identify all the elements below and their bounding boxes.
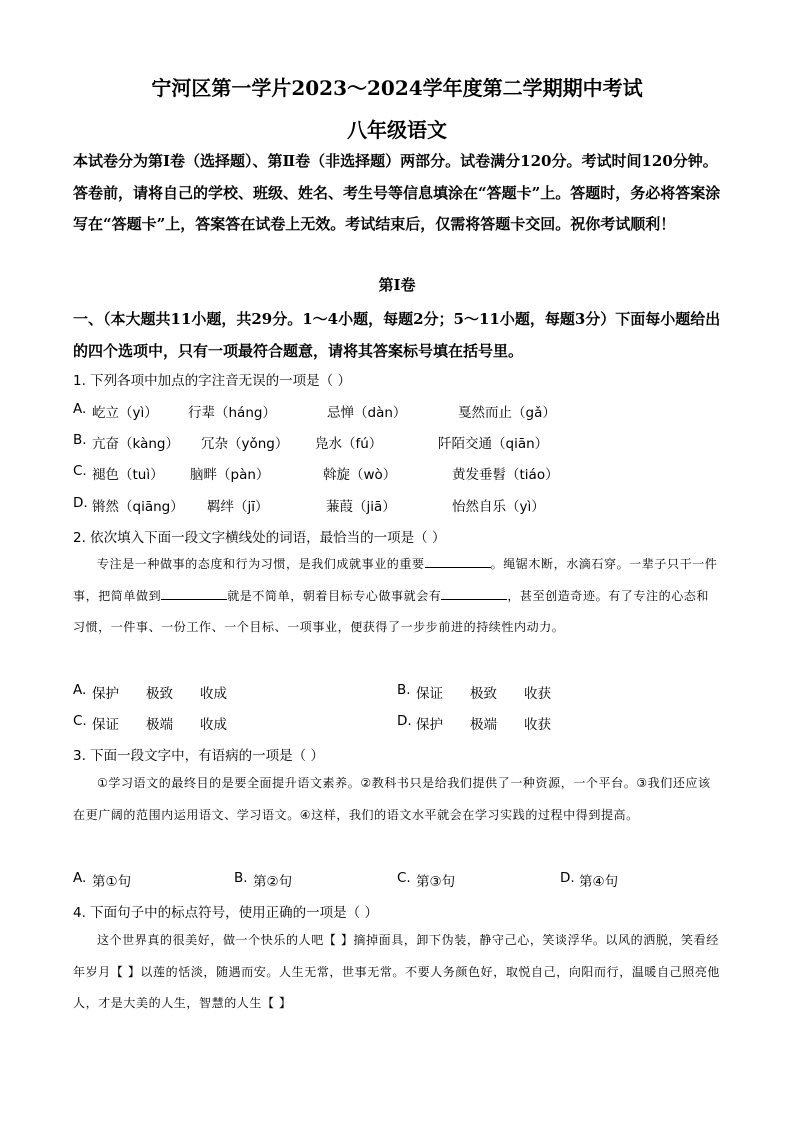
question-1-stem: 1. 下列各项中加点的字注音无误的一项是（ ）	[73, 373, 351, 389]
option-item: 羁绊（jī）	[207, 499, 269, 515]
option-letter: A.	[73, 870, 87, 886]
option-text: 保护 极致 收成	[92, 686, 227, 702]
option-item: 屹立（yì）	[92, 405, 158, 421]
question-3-stem: 3. 下面一段文字中，有语病的一项是（ ）	[73, 748, 324, 764]
option-letter: A.	[73, 401, 87, 417]
option-text: 保证 极致 收获	[416, 686, 551, 702]
fill-blank-2[interactable]	[161, 587, 227, 600]
option-item: 褪色（tuì）	[92, 467, 164, 483]
option-item: 行辈（háng）	[188, 405, 276, 421]
passage-text: ，甚至创造奇迹。有了专注的心态和习惯，一件事、一份工作、一个目标、一项事业，便获得了一步步前进的持续性内动力。	[73, 588, 710, 634]
exam-instructions: 本试卷分为第Ⅰ卷（选择题）、第Ⅱ卷（非选择题）两部分。试卷满分120分。考试时间120分钟。答卷前，请将自己的学校、班级、姓名、考生号等信息填涂在“答题卡”上。答题时，务必将答案涂写在“答题卡”上，答案答在试卷上无效。考试结束后，仅需将答题卡交回。祝你考试顺利！	[73, 152, 721, 233]
option-item: 黄发垂髫（tiáo）	[452, 467, 559, 483]
option-item: 怡然自乐（yì）	[452, 499, 545, 515]
option-item: 锵然（qiāng）	[92, 499, 184, 515]
option-item: 凫水（fú）	[315, 436, 383, 452]
question-2-stem: 2. 依次填入下面一段文字横线处的词语，最恰当的一项是（ ）	[73, 530, 446, 546]
option-letter: C.	[397, 870, 411, 886]
option-letter: A.	[73, 682, 87, 698]
section-heading: 一、（本大题共11小题，共29分。1～4小题，每题2分；5～11小题，每题3分）下面每小题给出的四个选项中，只有一项最符合题意，请将其答案标号填在括号里。	[73, 310, 721, 360]
option-item: 斡旋（wò）	[323, 467, 397, 483]
question-4-stem: 4. 下面句子中的标点符号，使用正确的一项是（ ）	[73, 905, 378, 921]
passage-text: 。绳锯木断，水滴石穿。一辈子只干一件事，把简单做到	[73, 557, 718, 603]
option-item: 冗杂（yǒng）	[201, 436, 289, 452]
option-item: 亢奋（kàng）	[92, 436, 179, 452]
question-4-passage: 这个世界真的很美好，做一个快乐的人吧【 】摘掉面具，卸下伪装，静守己心，笑谈浮华。以风的洒脱，笑看经年岁月【 】以莲的恬淡，随遇而安。人生无常，世事无常。不要人务颜色好，取悦自己，向阳而行，温暖自己照亮他人，才是大美的人生，智慧的人生【 】	[73, 933, 721, 1010]
option-item: 脑畔（pàn）	[190, 467, 270, 483]
option-text: 保护 极端 收获	[416, 717, 551, 733]
option-letter: B.	[234, 870, 248, 886]
option-item: 戛然而止（gǎ）	[458, 405, 556, 421]
option-letter: B.	[73, 432, 87, 448]
option-item: 蒹葭（jiā）	[326, 499, 396, 515]
option-text: 第①句	[92, 874, 132, 890]
question-3-passage: ①学习语文的最终目的是要全面提升语文素养。②教科书只是给我们提供了一种资源，一个平台。③我们还应该在更广阔的范围内运用语文、学习语文。④这样，我们的语文水平就会在学习实践的过程中得到提高。	[73, 776, 711, 822]
fill-blank-1[interactable]	[425, 555, 491, 568]
option-letter: D.	[560, 870, 575, 886]
option-text: 第②句	[253, 874, 293, 890]
option-letter: D.	[397, 713, 412, 729]
fill-blank-3[interactable]	[441, 587, 507, 600]
option-letter: C.	[73, 713, 87, 729]
option-letter: C.	[73, 463, 87, 479]
option-item: 阡陌交通（qiān）	[438, 436, 549, 452]
option-letter: D.	[73, 495, 88, 511]
option-letter: B.	[397, 682, 411, 698]
exam-subject: 八年级语文	[347, 118, 447, 142]
option-text: 保证 极端 收成	[92, 717, 227, 733]
option-item: 忌惮（dàn）	[327, 405, 407, 421]
passage-text: 就是不简单，朝着目标专心做事就会有	[227, 588, 442, 603]
passage-text: 专注是一种做事的态度和行为习惯，是我们成就事业的重要	[97, 557, 425, 571]
option-text: 第③句	[416, 874, 456, 890]
option-text: 第④句	[579, 874, 619, 890]
volume-label: 第Ⅰ卷	[378, 276, 416, 294]
question-2-passage	[73, 549, 721, 644]
exam-title: 宁河区第一学片2023～2024学年度第二学期期中考试	[151, 76, 643, 100]
